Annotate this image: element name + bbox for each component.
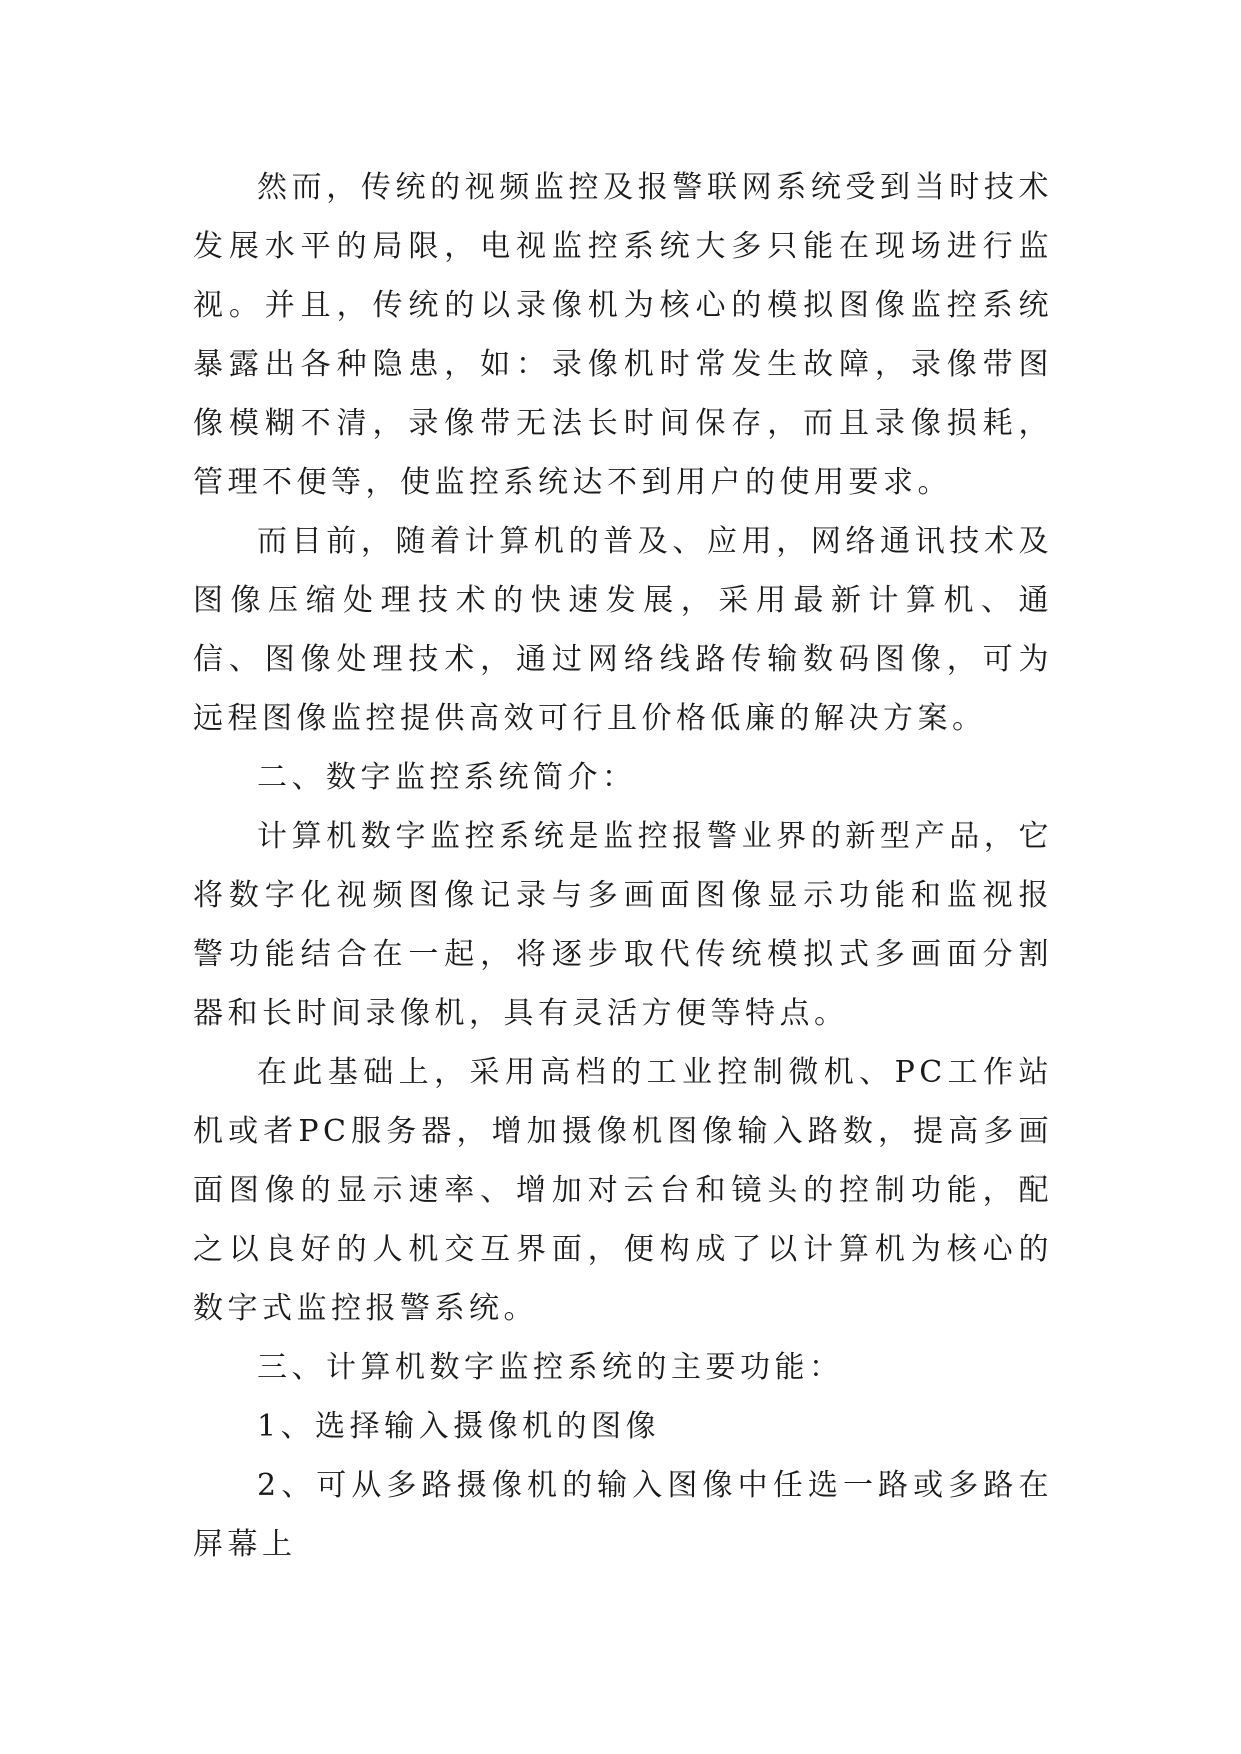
paragraph-system-composition: 在此基础上，采用高档的工业控制微机、PC工作站机或者PC服务器，增加摄像机图像输入路数，提高多画面图像的显示速率、增加对云台和镜头的控制功能，配之以良好的人机交互界面，便构成了以计算机为核心的数字式监控报警系统。 xyxy=(193,1055,1053,1326)
list-item-function-2: 2、可从多路摄像机的输入图像中任选一路或多路在屏幕上 xyxy=(193,1468,1053,1562)
paragraph-traditional-limitations: 然而，传统的视频监控及报警联网系统受到当时技术发展水平的局限，电视监控系统大多只能在现场进行监视。并且，传统的以录像机为核心的模拟图像监控系统暴露出各种隐患，如：录像机时常发生故障，录像带图像模糊不清，录像带无法长时间保存，而且录像损耗，管理不便等，使监控系统达不到用户的使用要求。 xyxy=(193,170,1053,500)
list-item-function-1: 1、选择输入摄像机的图像 xyxy=(257,1409,661,1444)
section-heading-introduction: 二、数字监控系统简介： xyxy=(257,760,637,795)
paragraph-current-development: 而目前，随着计算机的普及、应用，网络通讯技术及图像压缩处理技术的快速发展，采用最新计算机、通信、图像处理技术，通过网络线路传输数码图像，可为远程图像监控提供高效可行且价格低廉的解决方案。 xyxy=(193,524,1053,736)
section-heading-main-functions: 三、计算机数字监控系统的主要功能： xyxy=(257,1350,844,1385)
document-body xyxy=(193,158,1053,1574)
paragraph-system-description: 计算机数字监控系统是监控报警业界的新型产品，它将数字化视频图像记录与多画面图像显示功能和监视报警功能结合在一起，将逐步取代传统模拟式多画面分割器和长时间录像机，具有灵活方便等特点。 xyxy=(193,819,1053,1031)
